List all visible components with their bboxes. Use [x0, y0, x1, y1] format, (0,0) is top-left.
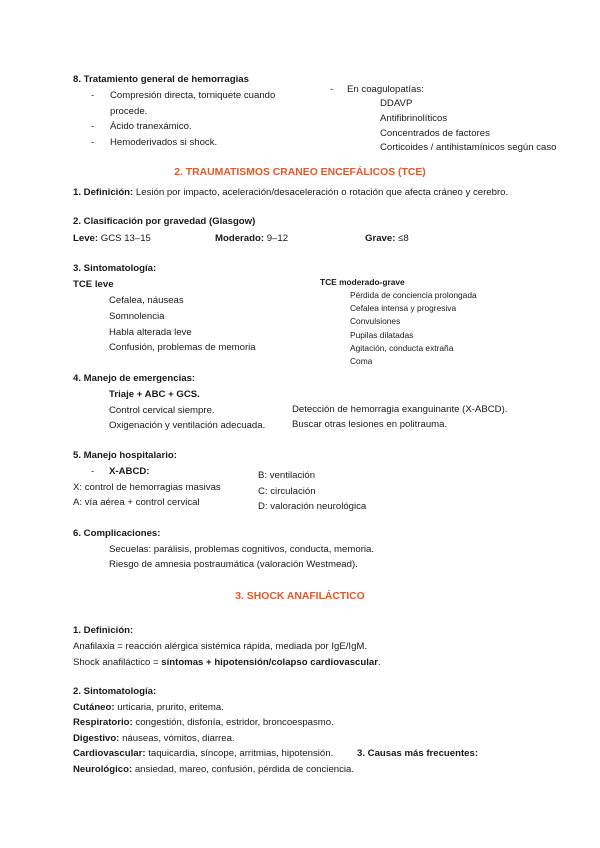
definition-text: Lesión por impacto, aceleración/desaceleración o rotación que afecta cráneo y cerebro. — [135, 187, 509, 198]
list-item: Oxigenación y ventilación adecuada. — [109, 420, 266, 431]
list-item: Ácido tranexámico. — [110, 121, 192, 132]
cutaneo-text: urticaria, prurito, eritema. — [117, 702, 224, 713]
list-item: Hemoderivados si shock. — [110, 137, 218, 148]
definition-label: 1. Definición: — [73, 187, 134, 198]
list-item: D: valoración neurológica — [258, 501, 367, 512]
gcs-leve — [73, 233, 151, 245]
hemorragias-title: 8. Tratamiento general de hemorragias — [73, 74, 249, 85]
sintomatologia-title: 3. Sintomatología: — [73, 263, 157, 274]
cutaneo-label: Cutáneo: — [73, 702, 115, 713]
causas-title: 3. Causas más frecuentes: — [357, 748, 479, 759]
list-item: Antifibrinolíticos — [380, 113, 448, 124]
bullet-dash: - — [91, 137, 95, 148]
gcs-grave — [365, 233, 409, 245]
list-item: DDAVP — [380, 98, 413, 109]
cardiovascular-row — [73, 748, 333, 760]
coagulopatias-label: En coagulopatías: — [347, 84, 424, 95]
list-item: C: circulación — [258, 486, 316, 497]
grave-label: Grave: — [365, 233, 396, 244]
tce-definition — [73, 187, 508, 199]
list-item: Triaje + ABC + GCS. — [109, 389, 200, 400]
list-item: Coma — [350, 356, 373, 366]
list-item: Corticoides / antihistamínicos según caso — [380, 142, 557, 153]
section-heading-tce: 2. TRAUMATISMOS CRANEO ENCEFÁLICOS (TCE) — [174, 167, 426, 178]
list-item: Secuelas: parálisis, problemas cognitivos, conducta, memoria. — [109, 544, 375, 555]
list-item: Confusión, problemas de memoria — [109, 342, 256, 353]
cardiovascular-label: Cardiovascular: — [73, 748, 146, 759]
respiratorio-row — [73, 717, 334, 729]
clasificacion-title: 2. Clasificación por gravedad (Glasgow) — [73, 216, 256, 227]
list-item: B: ventilación — [258, 470, 316, 481]
respiratorio-label: Respiratorio: — [73, 717, 133, 728]
list-item: Agitación, conducta extraña — [350, 343, 454, 353]
shock-sintomatologia-title: 2. Sintomatología: — [73, 686, 157, 697]
digestivo-text: náuseas, vómitos, diarrea. — [122, 733, 235, 744]
list-item: Buscar otras lesiones en politrauma. — [292, 419, 448, 430]
moderado-label: Moderado: — [215, 233, 265, 244]
shock-def-line1: Anafilaxia = reacción alérgica sistémica rápida, mediada por IgE/IgM. — [73, 641, 368, 652]
list-item: Riesgo de amnesia postraumática (valoración Westmead). — [109, 559, 358, 570]
tce-moderado-grave-title: TCE moderado-grave — [320, 277, 405, 287]
bullet-dash: - — [330, 84, 334, 95]
list-item: Cefalea, náuseas — [109, 295, 184, 306]
def-line2-bold: síntomas + hipotensión/colapso cardiovascular — [161, 657, 378, 668]
def-line2-end: . — [378, 657, 381, 668]
emergencias-title: 4. Manejo de emergencias: — [73, 373, 196, 384]
moderado-value: 9–12 — [266, 233, 289, 244]
gcs-moderado — [215, 233, 288, 245]
neurologico-row — [73, 764, 354, 776]
list-item: Somnolencia — [109, 311, 165, 322]
grave-value: ≤8 — [398, 233, 409, 244]
respiratorio-text: congestión, disfonía, estridor, broncoespasmo. — [135, 717, 334, 728]
list-item: A: vía aérea + control cervical — [73, 497, 200, 508]
neurologico-label: Neurológico: — [73, 764, 133, 775]
list-item: X: control de hemorragias masivas — [73, 482, 221, 493]
list-item: Convulsiones — [350, 316, 401, 326]
list-item: Habla alterada leve — [109, 327, 192, 338]
bullet-dash: - — [91, 121, 95, 132]
list-item: Detección de hemorragia exanguinante (X-ABCD). — [292, 404, 508, 415]
list-item: Control cervical siempre. — [109, 405, 215, 416]
list-item: Concentrados de factores — [380, 128, 490, 139]
digestivo-row — [73, 733, 235, 745]
list-item: Pérdida de conciencia prolongada — [350, 290, 477, 300]
hospitalario-title: 5. Manejo hospitalario: — [73, 450, 177, 461]
digestivo-label: Digestivo: — [73, 733, 120, 744]
neurologico-text: ansiedad, mareo, confusión, pérdida de conciencia. — [134, 764, 355, 775]
shock-def-line2 — [73, 657, 381, 669]
list-item: Pupilas dilatadas — [350, 330, 414, 340]
tce-leve-title: TCE leve — [73, 279, 114, 290]
leve-value: GCS 13–15 — [100, 233, 151, 244]
complicaciones-title: 6. Complicaciones: — [73, 528, 161, 539]
section-heading-shock: 3. SHOCK ANAFILÁCTICO — [235, 591, 365, 602]
list-item: Compresión directa, torniquete cuando — [110, 90, 276, 101]
bullet-dash: - — [91, 466, 95, 477]
cutaneo-row — [73, 702, 224, 714]
list-item: Cefalea intensa y progresiva — [350, 303, 457, 313]
shock-definicion-title: 1. Definición: — [73, 625, 134, 636]
leve-label: Leve: — [73, 233, 99, 244]
bullet-dash: - — [91, 90, 95, 101]
def-line2-start: Shock anafiláctico = — [73, 657, 162, 668]
list-item: procede. — [110, 106, 148, 117]
cardiovascular-text: taquicardia, síncope, arritmias, hipotensión. — [148, 748, 334, 759]
xabcd-label: X-ABCD: — [109, 466, 150, 477]
